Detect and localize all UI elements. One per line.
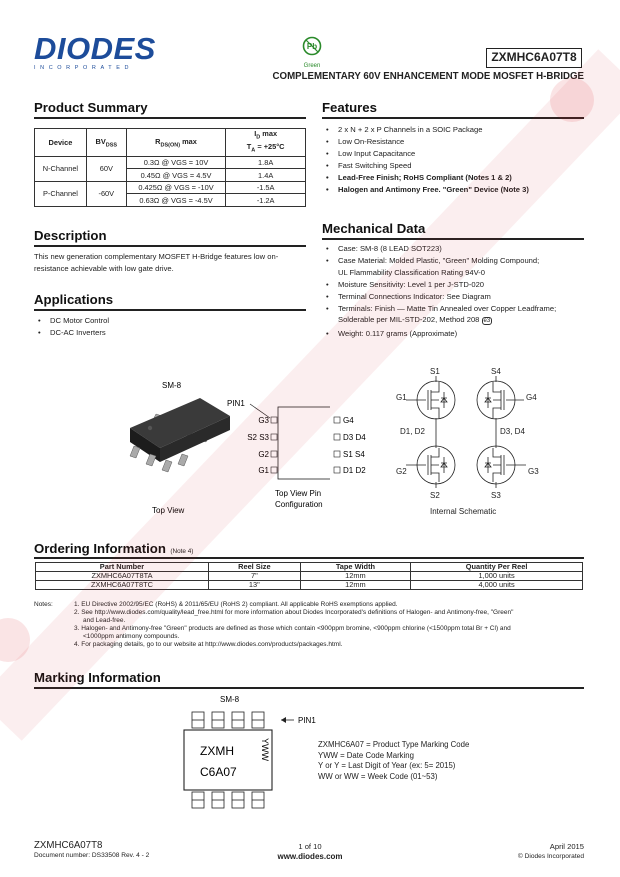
pin-caption: Top View Pin (275, 489, 322, 498)
cell: 4,000 units (411, 581, 583, 590)
section-rule (34, 687, 584, 689)
cell-rds: 0.425Ω @ VGS = -10V (126, 181, 226, 194)
th-device: Device (35, 129, 87, 157)
ordering-table (35, 562, 583, 590)
logo-subtext: INCORPORATED (34, 65, 134, 71)
pin-config-right (330, 407, 390, 487)
cell-rds: 0.45Ω @ VGS = 4.5V (126, 169, 226, 182)
label-g2: G2 (396, 467, 407, 476)
cell: 12mm (300, 572, 410, 581)
th-bvdss: $BV_{DSS}$ (86, 129, 126, 157)
features-heading: Features (322, 100, 377, 115)
label-s4: S4 (491, 367, 501, 376)
list-item: • Fast Switching Speed (326, 160, 586, 172)
marking-yww: YWW (260, 738, 270, 761)
cell-bv: 60V (86, 156, 126, 181)
section-rule (322, 117, 584, 119)
pb-free-icon (300, 36, 324, 58)
section-rule (34, 309, 306, 311)
section-rule (34, 557, 584, 559)
list-item: • Terminals: Finish — Matte Tin Annealed over Copper Leadframe; (326, 303, 590, 315)
legend-item: YWW = Date Code Marking (318, 750, 414, 760)
list-item: • Low On-Resistance (326, 136, 586, 148)
cell: ZXMHC6A07T8TA (36, 572, 209, 581)
footer-page: 1 of 10 (298, 842, 322, 851)
pin1-label: PIN1 (227, 399, 245, 408)
list-item: • Moisture Sensitivity: Level 1 per J-STD-020 (326, 279, 590, 291)
pb-text: Pb (306, 42, 318, 51)
th-qty: Quantity Per Reel (411, 563, 583, 572)
note-3: 3. Halogen- and Antimony-free "Green" products are defined as those which contain <900ppm bromine, <900ppm chlorine (<1500ppm total Br + Cl) and (74, 625, 511, 633)
label-s3: S3 (491, 491, 501, 500)
product-summary-heading: Product Summary (34, 100, 148, 115)
label-g1: G1 (396, 393, 407, 402)
list-item: • DC Motor Control (38, 315, 298, 327)
list-item: • Case Material: Molded Plastic, "Green" Molding Compound; (326, 255, 590, 267)
section-rule (322, 238, 584, 240)
note-1: 1. EU Directive 2002/95/EC (RoHS) & 2011/65/EU (RoHS 2) compliant. All applicable RoHS exemptions applied. (74, 601, 398, 608)
ordering-title: Ordering Information (34, 541, 166, 556)
cell-id: 1.4A (226, 169, 306, 182)
sm8-label: SM-8 (162, 381, 182, 390)
product-summary-table (34, 128, 306, 207)
note-2-cont: and Lead-free. (83, 617, 126, 625)
list-item: • 2 x N + 2 x P Channels in a SOIC Package (326, 124, 586, 136)
label-s2: S2 (430, 491, 440, 500)
cell-id: 1.8A (226, 156, 306, 169)
green-badge (300, 36, 324, 69)
footer-copyright: © Diodes Incorporated (517, 853, 584, 860)
cell: 1,000 units (411, 572, 583, 581)
list-item: • Weight: 0.117 grams (Approximate) (326, 328, 590, 340)
applications-heading: Applications (34, 292, 114, 307)
cell: 12mm (300, 581, 410, 590)
pin-caption: Configuration (275, 500, 323, 509)
footer-date: April 2015 (549, 842, 584, 851)
pin-label: D1 D2 (343, 466, 366, 475)
e3-icon: e3 (483, 318, 491, 325)
list-item: • Case: SM-8 (8 LEAD SOT223) (326, 243, 590, 255)
internal-schematic (388, 360, 588, 520)
features-list (326, 124, 586, 195)
pin-label: S2 S3 (247, 433, 269, 442)
cell: 7" (208, 572, 300, 581)
table-row (36, 581, 583, 590)
legend-item: WW or WW = Week Code (01~53) (318, 771, 438, 781)
pin-config-body (278, 407, 330, 479)
package-drawings (100, 370, 330, 520)
list-item: • Halogen and Antimony Free. "Green" Device (Note 3) (326, 184, 586, 196)
th-rdson: $R_{DS(ON)}$ max (126, 129, 226, 157)
top-view-label: Top View (152, 506, 185, 515)
applications-list (38, 315, 298, 339)
marking-line1: ZXMH (200, 744, 234, 758)
notes-list (74, 601, 590, 650)
th-tape: Tape Width (300, 563, 410, 572)
cell-rds: 0.63Ω @ VGS = -4.5V (126, 194, 226, 207)
pin-label: G4 (343, 416, 354, 425)
footer-site[interactable]: www.diodes.com (277, 852, 343, 861)
green-label: Green (303, 63, 321, 69)
cell-bv: -60V (86, 181, 126, 206)
cell-device: N-Channel (35, 156, 87, 181)
pin-label: G2 (258, 450, 269, 459)
list-item: Solderable per MIL-STD-202, Method 208 e3 (338, 315, 491, 325)
list-item: • DC-AC Inverters (38, 327, 298, 339)
list-item: • Terminal Connections Indicator: See Diagram (326, 291, 590, 303)
label-d34: D3, D4 (500, 427, 525, 436)
legend-item: Y or Y = Last Digit of Year (ex: 5= 2015) (318, 761, 456, 771)
cell-id: -1.2A (226, 194, 306, 207)
footer-part: ZXMHC6A07T8 (34, 840, 103, 851)
pin-label: S1 S4 (343, 450, 365, 459)
cell: ZXMHC6A07T8TC (36, 581, 209, 590)
label-g3: G3 (528, 467, 539, 476)
marking-legend (318, 740, 588, 782)
cell: 13" (208, 581, 300, 590)
list-item: • Lead-Free Finish; RoHS Compliant (Notes 1 & 2) (326, 172, 586, 184)
schematic-caption: Internal Schematic (430, 507, 497, 516)
th-part: Part Number (36, 563, 209, 572)
arrow-head-icon (281, 717, 286, 723)
marking-heading: Marking Information (34, 670, 161, 685)
th-id: $I_D$ max $T_A = +25^\circ C$ (226, 129, 306, 157)
marking-sm8: SM-8 (220, 695, 240, 704)
cell-device: P-Channel (35, 181, 87, 206)
cell-rds: 0.3Ω @ VGS = 10V (126, 156, 226, 169)
list-item: UL Flammability Classification Rating 94V-0 (338, 267, 486, 277)
list-item: • Low Input Capacitance (326, 148, 586, 160)
ordering-note: (Note 4) (170, 548, 194, 555)
pin-label: G3 (258, 416, 269, 425)
marking-body (184, 730, 272, 790)
label-g4: G4 (526, 393, 537, 402)
label-s1: S1 (430, 367, 440, 376)
description-heading: Description (34, 228, 107, 243)
description-text: This new generation complementary MOSFET H-Bridge features low on-resistance achievable with low gate drive. (34, 252, 279, 273)
label-d12: D1, D2 (400, 427, 425, 436)
pin-label: G1 (258, 466, 269, 475)
part-number-box: ZXMHC6A07T8 (486, 48, 582, 68)
marking-line2: C6A07 (200, 765, 237, 779)
mechanical-heading: Mechanical Data (322, 221, 426, 236)
marking-diagram (180, 690, 320, 835)
note-2: 2. See http://www.diodes.com/quality/lead_free.html for more information about Diodes Incorporated's definitions of Halogen- and Antimony-free, "Green" (74, 609, 514, 617)
legend-item: ZXMHC6A07 = Product Type Marking Code (318, 740, 470, 749)
ordering-heading (34, 540, 193, 558)
page-subtitle: COMPLEMENTARY 60V ENHANCEMENT MODE MOSFET H-BRIDGE (272, 71, 584, 82)
section-rule (34, 245, 306, 247)
marking-pin1: PIN1 (298, 716, 316, 725)
note-3-cont: <1000ppm antimony compounds. (83, 633, 180, 641)
footer-doc: Document number: DS33508 Rev. 4 - 2 (34, 852, 150, 859)
mechanical-list (326, 243, 590, 340)
sm8-package-icon (130, 398, 230, 472)
note-4: 4. For packaging details, go to our website at http://www.diodes.com/products/packages.html. (74, 641, 343, 649)
pin-label: D3 D4 (343, 433, 366, 442)
th-reel: Reel Size (208, 563, 300, 572)
section-rule (34, 117, 306, 119)
notes-label: Notes: (34, 601, 53, 608)
cell-id: -1.5A (226, 181, 306, 194)
logo-text: DIODES (34, 31, 156, 66)
diodes-logo (34, 31, 156, 71)
